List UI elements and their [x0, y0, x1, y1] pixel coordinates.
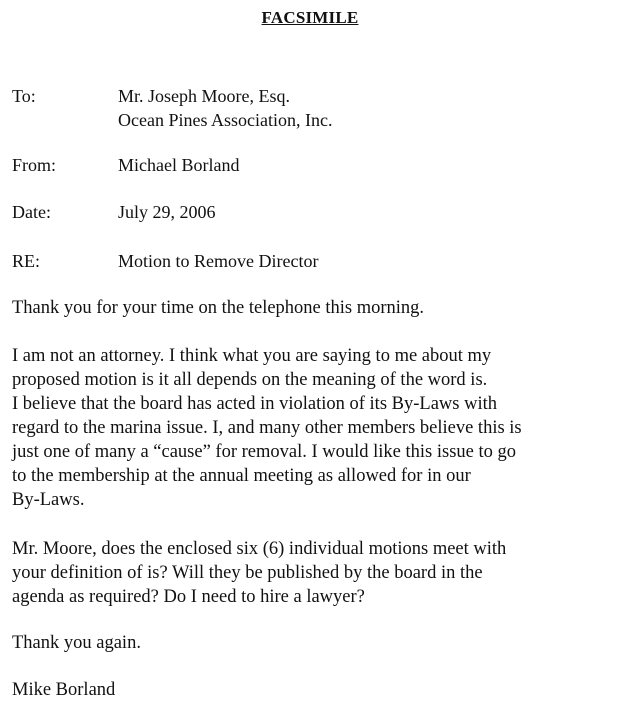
paragraph-body-1: [12, 344, 618, 512]
paragraph-line: Mr. Moore, does the enclosed six (6) individual motions meet with: [12, 539, 507, 559]
paragraph-line: I am not an attorney. I think what you are saying to me about my: [12, 346, 492, 366]
to-label: To:: [12, 86, 36, 106]
paragraph-line: agenda as required? Do I need to hire a lawyer?: [12, 587, 365, 607]
from-value: Michael Borland: [118, 155, 240, 175]
signature-name: Mike Borland: [12, 680, 116, 700]
paragraph-body-2: [12, 537, 618, 609]
paragraph-greeting: [12, 296, 618, 320]
date-value: July 29, 2006: [118, 202, 216, 222]
paragraph-line: Thank you for your time on the telephone this morning.: [12, 298, 425, 318]
paragraph-line: to the membership at the annual meeting as allowed for in our: [12, 466, 471, 486]
paragraph-line: regard to the marina issue. I, and many other members believe this is: [12, 418, 522, 438]
to-recipient-organization: Ocean Pines Association, Inc.: [118, 110, 333, 130]
re-label: RE:: [12, 251, 41, 271]
paragraph-line: Thank you again.: [12, 633, 141, 653]
to-value: [118, 84, 332, 132]
re-value: Motion to Remove Director: [118, 251, 319, 271]
paragraph-closing: [12, 631, 618, 655]
paragraph-line: proposed motion is it all depends on the meaning of the word is.: [12, 370, 488, 390]
to-recipient-name: Mr. Joseph Moore, Esq.: [118, 86, 290, 106]
paragraph-line: just one of many a “cause” for removal. I would like this issue to go: [12, 442, 516, 462]
paragraph-line: I believe that the board has acted in violation of its By-Laws with: [12, 394, 497, 414]
from-label: From:: [12, 155, 57, 175]
paragraph-line: By-Laws.: [12, 490, 85, 510]
date-label: Date:: [12, 202, 51, 222]
paragraph-line: your definition of is? Will they be published by the board in the: [12, 563, 483, 583]
signature: [12, 678, 618, 702]
document-title: FACSIMILE: [261, 8, 359, 27]
